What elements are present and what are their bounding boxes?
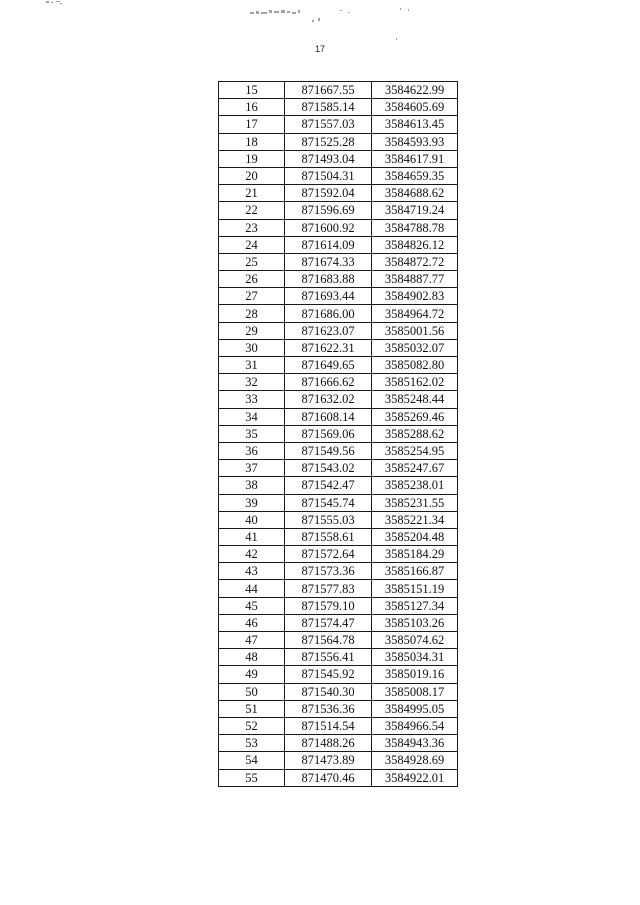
table-row	[219, 580, 458, 597]
x-coordinate-cell: 871614.09	[285, 236, 372, 253]
table-row	[219, 339, 458, 356]
point-number-cell: 48	[219, 649, 285, 666]
y-coordinate-cell: 3585103.26	[372, 614, 458, 631]
table-row	[219, 717, 458, 734]
point-number-cell: 26	[219, 271, 285, 288]
table-body	[219, 82, 458, 787]
point-number-cell: 54	[219, 752, 285, 769]
table-row	[219, 477, 458, 494]
x-coordinate-cell: 871666.62	[285, 374, 372, 391]
point-number-cell: 24	[219, 236, 285, 253]
point-number-cell: 53	[219, 735, 285, 752]
y-coordinate-cell: 3584593.93	[372, 133, 458, 150]
table-row	[219, 546, 458, 563]
point-number-cell: 45	[219, 597, 285, 614]
x-coordinate-cell: 871540.30	[285, 683, 372, 700]
y-coordinate-cell: 3584826.12	[372, 236, 458, 253]
x-coordinate-cell: 871545.92	[285, 666, 372, 683]
point-number-cell: 46	[219, 614, 285, 631]
y-coordinate-cell: 3584613.45	[372, 116, 458, 133]
table-row	[219, 253, 458, 270]
page-number: 17	[314, 44, 325, 54]
x-coordinate-cell: 871556.41	[285, 649, 372, 666]
point-number-cell: 35	[219, 425, 285, 442]
x-coordinate-cell: 871545.74	[285, 494, 372, 511]
point-number-cell: 44	[219, 580, 285, 597]
table-row	[219, 528, 458, 545]
y-coordinate-cell: 3585288.62	[372, 425, 458, 442]
point-number-cell: 47	[219, 632, 285, 649]
y-coordinate-cell: 3585082.80	[372, 357, 458, 374]
x-coordinate-cell: 871470.46	[285, 769, 372, 786]
point-number-cell: 50	[219, 683, 285, 700]
y-coordinate-cell: 3584964.72	[372, 305, 458, 322]
y-coordinate-cell: 3585074.62	[372, 632, 458, 649]
point-number-cell: 25	[219, 253, 285, 270]
x-coordinate-cell: 871543.02	[285, 460, 372, 477]
table-row	[219, 649, 458, 666]
x-coordinate-cell: 871667.55	[285, 82, 372, 99]
table-row	[219, 563, 458, 580]
table-row	[219, 202, 458, 219]
x-coordinate-cell: 871555.03	[285, 511, 372, 528]
x-coordinate-cell: 871473.89	[285, 752, 372, 769]
point-number-cell: 16	[219, 99, 285, 116]
y-coordinate-cell: 3585269.46	[372, 408, 458, 425]
x-coordinate-cell: 871649.65	[285, 357, 372, 374]
y-coordinate-cell: 3584605.69	[372, 99, 458, 116]
point-number-cell: 22	[219, 202, 285, 219]
point-number-cell: 20	[219, 167, 285, 184]
table-row	[219, 442, 458, 459]
x-coordinate-cell: 871623.07	[285, 322, 372, 339]
scan-noise	[0, 0, 640, 40]
table-row	[219, 735, 458, 752]
y-coordinate-cell: 3585127.34	[372, 597, 458, 614]
point-number-cell: 37	[219, 460, 285, 477]
table-row	[219, 374, 458, 391]
y-coordinate-cell: 3585001.56	[372, 322, 458, 339]
y-coordinate-cell: 3585204.48	[372, 528, 458, 545]
y-coordinate-cell: 3584688.62	[372, 185, 458, 202]
y-coordinate-cell: 3585231.55	[372, 494, 458, 511]
table-row	[219, 133, 458, 150]
table-row	[219, 752, 458, 769]
table-row	[219, 425, 458, 442]
table-row	[219, 408, 458, 425]
point-number-cell: 32	[219, 374, 285, 391]
table-row	[219, 769, 458, 786]
point-number-cell: 31	[219, 357, 285, 374]
y-coordinate-cell: 3584902.83	[372, 288, 458, 305]
y-coordinate-cell: 3585034.31	[372, 649, 458, 666]
x-coordinate-cell: 871514.54	[285, 717, 372, 734]
table-row	[219, 271, 458, 288]
y-coordinate-cell: 3585162.02	[372, 374, 458, 391]
point-number-cell: 49	[219, 666, 285, 683]
x-coordinate-cell: 871579.10	[285, 597, 372, 614]
x-coordinate-cell: 871488.26	[285, 735, 372, 752]
table-row	[219, 614, 458, 631]
table-row	[219, 700, 458, 717]
y-coordinate-cell: 3585032.07	[372, 339, 458, 356]
y-coordinate-cell: 3585254.95	[372, 442, 458, 459]
y-coordinate-cell: 3585166.87	[372, 563, 458, 580]
table-row	[219, 116, 458, 133]
y-coordinate-cell: 3584659.35	[372, 167, 458, 184]
x-coordinate-cell: 871525.28	[285, 133, 372, 150]
y-coordinate-cell: 3584995.05	[372, 700, 458, 717]
y-coordinate-cell: 3585238.01	[372, 477, 458, 494]
table-row	[219, 82, 458, 99]
coordinates-table	[218, 81, 458, 787]
x-coordinate-cell: 871536.36	[285, 700, 372, 717]
table-row	[219, 597, 458, 614]
point-number-cell: 28	[219, 305, 285, 322]
point-number-cell: 39	[219, 494, 285, 511]
point-number-cell: 36	[219, 442, 285, 459]
table-row	[219, 632, 458, 649]
x-coordinate-cell: 871693.44	[285, 288, 372, 305]
table-row	[219, 494, 458, 511]
table-row	[219, 167, 458, 184]
x-coordinate-cell: 871572.64	[285, 546, 372, 563]
x-coordinate-cell: 871504.31	[285, 167, 372, 184]
x-coordinate-cell: 871574.47	[285, 614, 372, 631]
point-number-cell: 17	[219, 116, 285, 133]
x-coordinate-cell: 871564.78	[285, 632, 372, 649]
y-coordinate-cell: 3584966.54	[372, 717, 458, 734]
point-number-cell: 21	[219, 185, 285, 202]
point-number-cell: 38	[219, 477, 285, 494]
x-coordinate-cell: 871608.14	[285, 408, 372, 425]
point-number-cell: 52	[219, 717, 285, 734]
x-coordinate-cell: 871569.06	[285, 425, 372, 442]
y-coordinate-cell: 3585151.19	[372, 580, 458, 597]
x-coordinate-cell: 871632.02	[285, 391, 372, 408]
table-row	[219, 288, 458, 305]
y-coordinate-cell: 3584922.01	[372, 769, 458, 786]
table-row	[219, 683, 458, 700]
y-coordinate-cell: 3585248.44	[372, 391, 458, 408]
x-coordinate-cell: 871596.69	[285, 202, 372, 219]
point-number-cell: 55	[219, 769, 285, 786]
point-number-cell: 33	[219, 391, 285, 408]
table-row	[219, 219, 458, 236]
x-coordinate-cell: 871577.83	[285, 580, 372, 597]
x-coordinate-cell: 871600.92	[285, 219, 372, 236]
y-coordinate-cell: 3585221.34	[372, 511, 458, 528]
point-number-cell: 15	[219, 82, 285, 99]
table-row	[219, 460, 458, 477]
point-number-cell: 19	[219, 150, 285, 167]
x-coordinate-cell: 871573.36	[285, 563, 372, 580]
table-row	[219, 305, 458, 322]
y-coordinate-cell: 3584872.72	[372, 253, 458, 270]
x-coordinate-cell: 871542.47	[285, 477, 372, 494]
x-coordinate-cell: 871674.33	[285, 253, 372, 270]
x-coordinate-cell: 871683.88	[285, 271, 372, 288]
point-number-cell: 30	[219, 339, 285, 356]
point-number-cell: 34	[219, 408, 285, 425]
table-row	[219, 666, 458, 683]
table-row	[219, 185, 458, 202]
y-coordinate-cell: 3584622.99	[372, 82, 458, 99]
point-number-cell: 51	[219, 700, 285, 717]
y-coordinate-cell: 3584887.77	[372, 271, 458, 288]
y-coordinate-cell: 3584928.69	[372, 752, 458, 769]
x-coordinate-cell: 871558.61	[285, 528, 372, 545]
point-number-cell: 43	[219, 563, 285, 580]
table-row	[219, 236, 458, 253]
point-number-cell: 29	[219, 322, 285, 339]
point-number-cell: 41	[219, 528, 285, 545]
table-row	[219, 322, 458, 339]
y-coordinate-cell: 3585247.67	[372, 460, 458, 477]
y-coordinate-cell: 3584617.91	[372, 150, 458, 167]
point-number-cell: 42	[219, 546, 285, 563]
y-coordinate-cell: 3584719.24	[372, 202, 458, 219]
y-coordinate-cell: 3584943.36	[372, 735, 458, 752]
x-coordinate-cell: 871493.04	[285, 150, 372, 167]
y-coordinate-cell: 3585008.17	[372, 683, 458, 700]
x-coordinate-cell: 871557.03	[285, 116, 372, 133]
table-row	[219, 511, 458, 528]
table-row	[219, 357, 458, 374]
point-number-cell: 40	[219, 511, 285, 528]
x-coordinate-cell: 871592.04	[285, 185, 372, 202]
table-row	[219, 99, 458, 116]
x-coordinate-cell: 871549.56	[285, 442, 372, 459]
point-number-cell: 27	[219, 288, 285, 305]
y-coordinate-cell: 3585019.16	[372, 666, 458, 683]
point-number-cell: 18	[219, 133, 285, 150]
point-number-cell: 23	[219, 219, 285, 236]
x-coordinate-cell: 871686.00	[285, 305, 372, 322]
x-coordinate-cell: 871585.14	[285, 99, 372, 116]
y-coordinate-cell: 3584788.78	[372, 219, 458, 236]
y-coordinate-cell: 3585184.29	[372, 546, 458, 563]
x-coordinate-cell: 871622.31	[285, 339, 372, 356]
table-row	[219, 391, 458, 408]
table-row	[219, 150, 458, 167]
